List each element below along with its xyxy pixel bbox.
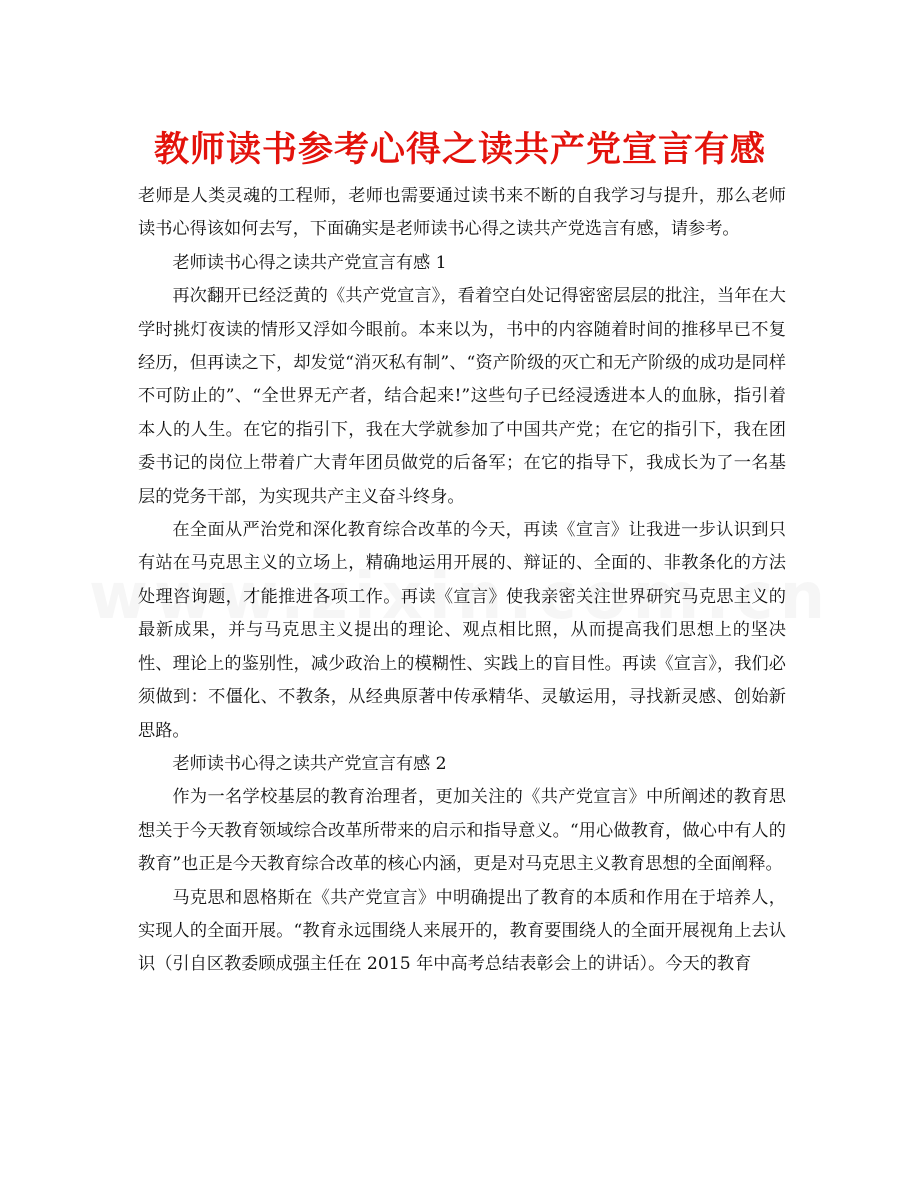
section-1-heading: 老师读书心得之读共产党宣言有感 1: [172, 252, 447, 273]
section-2-paragraph-2: 马克思和恩格斯在《共产党宣言》中明确提出了教育的本质和作用在于培养人，实现人的全面开展。“教育永远围绕人来展开的，教育要围绕人的全面开展视角上去认识（引自区教委顾成强主任在 2015 年中高考总结表彰会上的讲话）。今天的教育: [138, 887, 786, 975]
section-2-paragraph-1: 作为一名学校基层的教育治理者，更加关注的《共产党宣言》中所阐述的教育思想关于今天教育领域综合改革所带来的启示和指导意义。“用心做教育，做心中有人的教育”也正是今天教育综合改革的核心内涵，更是对马克思主义教育思想的全面阐释。: [138, 787, 786, 875]
document-body: [138, 180, 786, 982]
intro-paragraph: 老师是人类灵魂的工程师，老师也需要通过读书来不断的自我学习与提升，那么老师读书心得该如何去写，下面确实是老师读书心得之读共产党选言有感，请参考。: [138, 186, 786, 240]
section-1-paragraph-1: 再次翻开已经泛黄的《共产党宣言》，看着空白处记得密密层层的批注，当年在大学时挑灯夜读的情形又浮如今眼前。本来以为，书中的内容随着时间的推移早已不复经历，但再读之下，却发觉“消灭私有制”、“资产阶级的灭亡和无产阶级的成功是同样不可防止的”、“全世界无产者，结合起来!”这些句子已经浸透进本人的血脉，指引着本人的人生。在它的指引下，我在大学就参加了中国共产党；在它的指引下，我在团委书记的岗位上带着广大青年团员做党的后备军；在它的指导下，我成长为了一名基层的党务干部，为实现共产主义奋斗终身。: [138, 286, 786, 507]
document-title: 教师读书参考心得之读共产党宣言有感: [153, 130, 766, 170]
section-2-heading: 老师读书心得之读共产党宣言有感 2: [172, 753, 447, 774]
section-1-paragraph-2: 在全面从严治党和深化教育综合改革的今天，再读《宣言》让我进一步认识到只有站在马克思主义的立场上，精确地运用开展的、辩证的、全面的、非教条化的方法处理咨询题，才能推进各项工作。再读《宣言》使我亲密关注世界研究马克思主义的最新成果，并与马克思主义提出的理论、观点相比照，从而提高我们思想上的坚决性、理论上的鉴别性，减少政治上的模糊性、实践上的盲目性。再读《宣言》，我们必须做到：不僵化、不教条，从经典原著中传承精华、灵敏运用，寻找新灵感、创始新思路。: [138, 520, 786, 741]
